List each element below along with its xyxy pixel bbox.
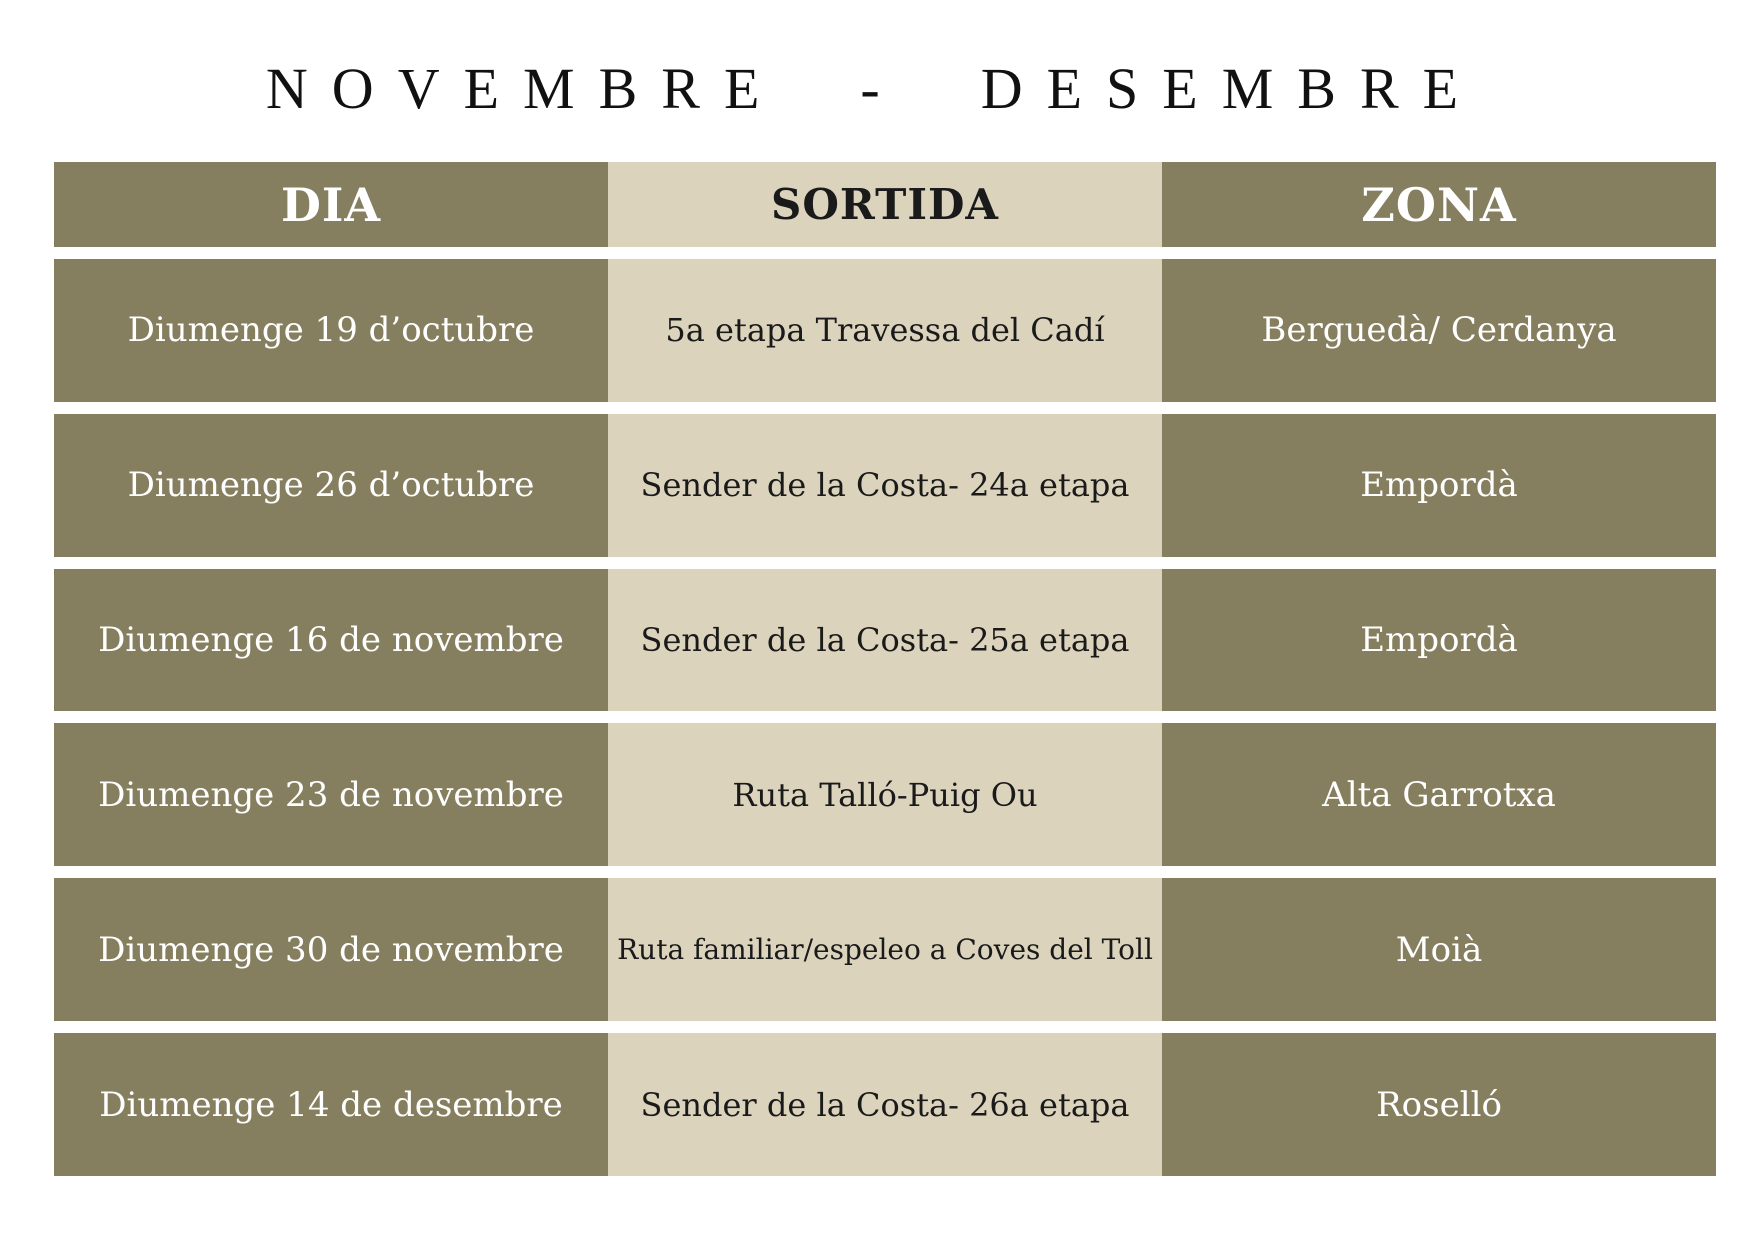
row-3-dia: Diumenge 16 de novembre [54,569,608,712]
row-1-dia: Diumenge 19 d’octubre [54,259,608,402]
schedule-table [54,162,1716,1176]
row-6-dia: Diumenge 14 de desembre [54,1033,608,1176]
column-header-dia: DIA [54,162,608,247]
row-6-sortida: Sender de la Costa- 26a etapa [608,1033,1162,1176]
row-1-sortida: 5a etapa Travessa del Cadí [608,259,1162,402]
row-3-zona: Empordà [1162,569,1716,712]
row-2-dia: Diumenge 26 d’octubre [54,414,608,557]
column-header-zona: ZONA [1162,162,1716,247]
row-5-sortida: Ruta familiar/espeleo a Coves del Toll [608,878,1162,1021]
row-5-zona: Moià [1162,878,1716,1021]
row-4-zona: Alta Garrotxa [1162,723,1716,866]
column-header-sortida: SORTIDA [608,162,1162,247]
row-5-dia: Diumenge 30 de novembre [54,878,608,1021]
row-6-zona: Roselló [1162,1033,1716,1176]
row-4-dia: Diumenge 23 de novembre [54,723,608,866]
row-1-zona: Berguedà/ Cerdanya [1162,259,1716,402]
row-2-sortida: Sender de la Costa- 24a etapa [608,414,1162,557]
row-4-sortida: Ruta Talló-Puig Ou [608,723,1162,866]
row-2-zona: Empordà [1162,414,1716,557]
row-3-sortida: Sender de la Costa- 25a etapa [608,569,1162,712]
page-title: NOVEMBRE - DESEMBRE [265,56,1483,121]
